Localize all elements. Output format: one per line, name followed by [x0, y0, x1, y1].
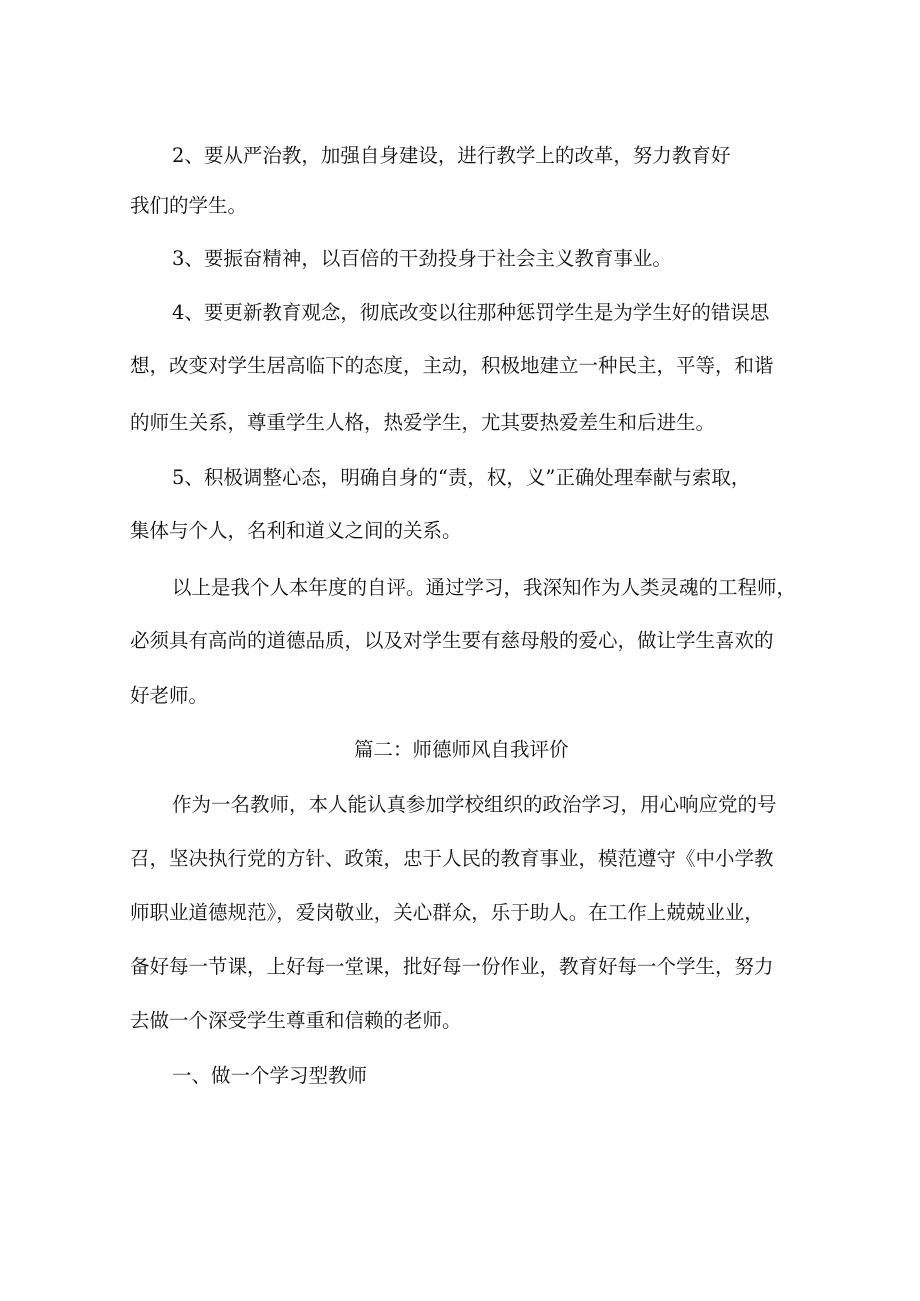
text-line: 的师生关系，尊重学生人格，热爱学生，尤其要热爱差生和后进生。 [130, 411, 716, 434]
text-line: 我们的学生。 [130, 194, 248, 217]
text-line: 必须具有高尚的道德品质，以及对学生要有慈母般的爱心，做让学生喜欢的 [130, 629, 774, 652]
text-line: 好老师。 [130, 684, 209, 707]
text-line: 4、要更新教育观念，彻底改变以往那种惩罚学生是为学生好的错误思 [172, 301, 770, 324]
text-line: 想，改变对学生居高临下的态度，主动，积极地建立一种民主，平等，和谐 [130, 354, 774, 377]
text-line: 5、积极调整心态，明确自身的“责，权，义”正确处理奉献与索取， [172, 466, 751, 489]
text-line: 去做一个深受学生尊重和信赖的老师。 [130, 1009, 462, 1032]
text-line: 以上是我个人本年度的自评。通过学习，我深知作为人类灵魂的工程师， [172, 576, 797, 599]
text-line: 师职业道德规范》，爱岗敬业，关心群众，乐于助人。在工作上兢兢业业， [130, 901, 764, 924]
text-line: 备好每一节课，上好每一堂课，批好每一份作业，教育好每一个学生，努力 [130, 955, 774, 978]
section-heading: 篇二：师德师风自我评价 [354, 738, 569, 761]
text-line: 召，坚决执行党的方针、政策，忠于人民的教育事业，模范遵守《中小学教 [130, 847, 774, 870]
text-line: 作为一名教师，本人能认真参加学校组织的政治学习，用心响应党的号 [172, 793, 777, 816]
subheading: 一、做一个学习型教师 [172, 1064, 368, 1087]
text-line: 3、要振奋精神，以百倍的干劲投身于社会主义教育事业。 [172, 247, 672, 270]
text-line: 集体与个人，名利和道义之间的关系。 [130, 519, 462, 542]
text-line: 2、要从严治教，加强自身建设，进行教学上的改革，努力教育好 [172, 144, 731, 167]
